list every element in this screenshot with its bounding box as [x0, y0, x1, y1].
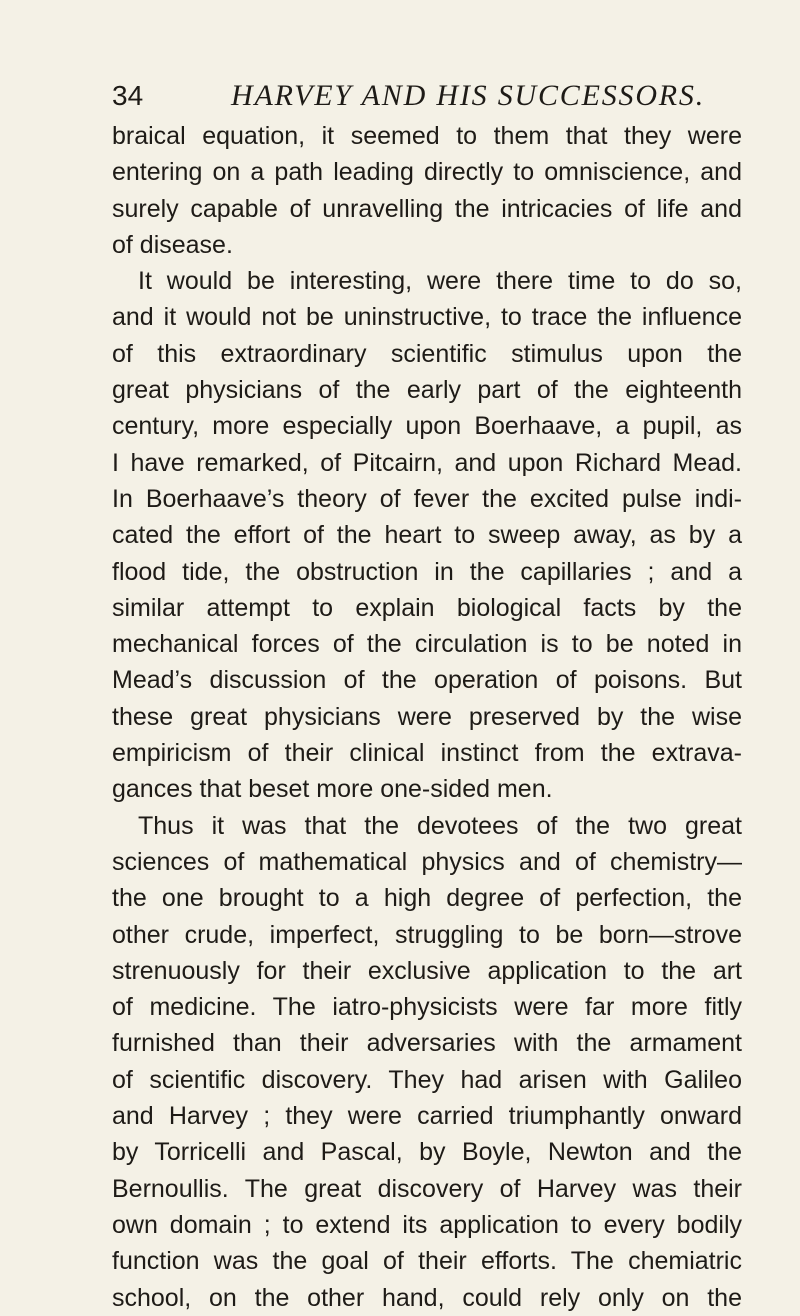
text-line: the one brought to a high degree of perfection, the	[112, 884, 742, 913]
text-line: of this extraordinary scientific stimulus upon the	[112, 339, 742, 368]
body-text	[112, 118, 742, 1316]
text-line: of medicine. The iatro-physicists were far more fitly	[112, 993, 742, 1022]
text-line: strenuously for their exclusive application to the art	[112, 956, 742, 985]
text-line: and it would not be uninstructive, to trace the influence	[112, 303, 742, 332]
text-line: similar attempt to explain biological facts by the	[112, 593, 742, 622]
running-head	[112, 76, 742, 116]
text-line: school, on the other hand, could rely only on the	[112, 1283, 742, 1312]
text-line: Mead’s discussion of the operation of poisons. But	[112, 666, 742, 695]
running-title: HARVEY AND HIS SUCCESSORS.	[231, 79, 706, 112]
text-line: century, more especially upon Boerhaave, a pupil, as	[112, 412, 742, 441]
text-line: flood tide, the obstruction in the capillaries ; and a	[112, 557, 742, 586]
text-line: and Harvey ; they were carried triumphantly onward	[112, 1102, 742, 1131]
text-line: furnished than their adversaries with the armament	[112, 1029, 742, 1058]
text-line: empiricism of their clinical instinct from the extrava-	[112, 739, 742, 768]
page-number: 34	[112, 80, 144, 111]
text-line: Thus it was that the devotees of the two great	[138, 811, 742, 840]
text-line: I have remarked, of Pitcairn, and upon Richard Mead.	[112, 448, 742, 477]
text-line: other crude, imperfect, struggling to be born—strove	[112, 920, 742, 949]
text-line: of disease.	[112, 230, 233, 259]
text-line: entering on a path leading directly to omniscience, and	[112, 158, 742, 187]
text-line: function was the goal of their efforts. The chemiatric	[112, 1247, 742, 1276]
text-line: In Boerhaave’s theory of fever the excited pulse indi-	[112, 484, 742, 513]
text-line: It would be interesting, were there time to do so,	[138, 267, 742, 296]
text-line: these great physicians were preserved by the wise	[112, 702, 742, 731]
text-line: surely capable of unravelling the intricacies of life and	[112, 194, 742, 223]
text-line: own domain ; to extend its application to every bodily	[112, 1210, 742, 1239]
text-line: cated the effort of the heart to sweep away, as by a	[112, 521, 742, 550]
text-line: Bernoullis. The great discovery of Harvey was their	[112, 1174, 742, 1203]
text-line: gances that beset more one-sided men.	[112, 775, 553, 804]
text-line: mechanical forces of the circulation is to be noted in	[112, 630, 742, 659]
text-line: of scientific discovery. They had arisen with Galileo	[112, 1065, 742, 1094]
text-line: great physicians of the early part of the eighteenth	[112, 376, 742, 405]
text-line: by Torricelli and Pascal, by Boyle, Newton and the	[112, 1138, 742, 1167]
text-line: sciences of mathematical physics and of chemistry—	[112, 847, 742, 876]
text-line: braical equation, it seemed to them that they were	[112, 122, 742, 150]
